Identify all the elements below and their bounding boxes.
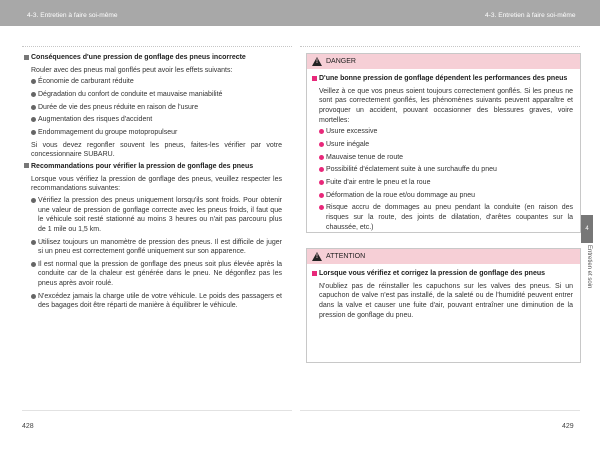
list-item: Mauvaise tenue de route xyxy=(312,153,573,163)
consequences-list xyxy=(24,77,282,137)
list-item: N'excédez jamais la charge utile de votre véhicule. Le poids des passagers et des bagages doit être réparti de manière à équilibrer le véhicule. xyxy=(24,292,282,311)
header-divider xyxy=(300,46,580,47)
footer-divider xyxy=(22,410,292,411)
right-page xyxy=(300,0,600,450)
list-item: Risque accru de dommages au pneu pendant la conduite (en raison des risques sur la route, des joints de dilatation, d'arêtes coupantes sur la chaussée, etc.) xyxy=(312,203,573,232)
bullet-icon xyxy=(31,79,36,84)
danger-list xyxy=(312,127,573,232)
left-content xyxy=(24,52,282,314)
bullet-icon xyxy=(319,155,324,160)
danger-box xyxy=(306,53,581,233)
list-item: Vérifiez la pression des pneus uniquement lorsqu'ils sont froids. Pour obtenir une valeur de pression de gonflage correcte avec les pneus froids, il faut que le véhicule soit resté stationné au moins 3 heures ou n'ait pas parcouru plus de 1 mile ou 1,5 km. xyxy=(24,196,282,235)
bullet-icon xyxy=(31,294,36,299)
section-title-pressure-consequences: Conséquences d'une pression de gonflage des pneus incorrecte xyxy=(24,53,282,63)
attention-text: N'oubliez pas de réinstaller les capuchons sur les valves des pneus. Si un capuchon de valve n'est pas installé, de la saleté ou de l'humidité peuvent entrer dans la valve et causer une fuite d'air, pouvant entraîner une diminution de la pression de gonflage du pneu. xyxy=(319,282,573,319)
bullet-icon xyxy=(319,129,324,134)
bullet-icon xyxy=(319,193,324,198)
list-item: Dégradation du confort de conduite et mauvaise maniabilité xyxy=(24,90,282,100)
list-item: Usure inégale xyxy=(312,140,573,150)
list-item: Fuite d'air entre le pneu et la roue xyxy=(312,178,573,188)
list-item: Endommagement du groupe motopropulseur xyxy=(24,128,282,138)
danger-header xyxy=(307,54,580,69)
bullet-icon xyxy=(31,198,36,203)
chapter-label: Entretien et soin xyxy=(586,245,592,289)
page-number-right: 429 xyxy=(562,423,574,430)
section-note: Si vous devez regonfler souvent les pneus, faites-les vérifier par votre concessionnaire SUBARU. xyxy=(31,141,282,159)
recommendations-list xyxy=(24,196,282,311)
bullet-icon xyxy=(319,180,324,185)
section-square-icon xyxy=(24,163,29,168)
section-square-icon xyxy=(24,55,29,60)
bullet-icon xyxy=(31,105,36,110)
bullet-icon xyxy=(31,117,36,122)
bullet-icon xyxy=(319,142,324,147)
list-item: Utilisez toujours un manomètre de pression des pneus. Il est difficile de juger si un pneu est correctement gonflé uniquement sur son apparence. xyxy=(24,238,282,257)
attention-box xyxy=(306,248,581,363)
header-title-left: 4-3. Entretien à faire soi-même xyxy=(27,12,118,19)
list-item: Augmentation des risques d'accident xyxy=(24,115,282,125)
danger-body xyxy=(307,69,580,232)
attention-header xyxy=(307,249,580,264)
list-item: Possibilité d'éclatement suite à une surchauffe du pneu xyxy=(312,165,573,175)
footer-divider xyxy=(300,410,580,411)
page-number-left: 428 xyxy=(22,423,34,430)
section-square-icon xyxy=(312,76,317,81)
attention-body xyxy=(307,264,580,320)
section-square-icon xyxy=(312,271,317,276)
list-item: Usure excessive xyxy=(312,127,573,137)
list-item: Déformation de la roue et/ou dommage au pneu xyxy=(312,191,573,201)
attention-title: Lorsque vous vérifiez et corrigez la pression de gonflage des pneus xyxy=(312,269,573,279)
list-item: Il est normal que la pression de gonflage des pneus soit plus élevée après la conduite car de la chaleur est générée dans le pneu. Ne dégonflez pas les pneus après avoir roulé. xyxy=(24,260,282,289)
danger-intro: Veillez à ce que vos pneus soient toujours correctement gonflés. Si les pneus ne sont pas correctement gonflés, les phénomènes suivants peuvent apparaître et provoquer un accident, pouvant occasionner des blessures graves, voire mortelles: xyxy=(319,87,573,124)
danger-label: DANGER xyxy=(326,57,356,65)
bullet-icon xyxy=(31,262,36,267)
bullet-icon xyxy=(319,167,324,172)
section-intro: Lorsque vous vérifiez la pression de gonflage des pneus, veuillez respecter les recommandations suivantes: xyxy=(31,175,282,193)
warning-triangle-icon: ! xyxy=(312,57,322,66)
header-divider xyxy=(22,46,292,47)
section-title-pressure-recommendations: Recommandations pour vérifier la pression de gonflage des pneus xyxy=(24,162,282,172)
bullet-icon xyxy=(31,92,36,97)
bullet-icon xyxy=(31,130,36,135)
list-item: Économie de carburant réduite xyxy=(24,77,282,87)
header-title-right: 4-3. Entretien à faire soi-même xyxy=(485,12,576,19)
attention-label: ATTENTION xyxy=(326,252,366,260)
bullet-icon xyxy=(31,240,36,245)
section-intro: Rouler avec des pneus mal gonflés peut avoir les effets suivants: xyxy=(31,66,233,74)
bullet-icon xyxy=(319,205,324,210)
list-item: Durée de vie des pneus réduite en raison de l'usure xyxy=(24,103,282,113)
warning-triangle-icon: ! xyxy=(312,252,322,261)
chapter-tab: 4 xyxy=(581,215,593,243)
danger-title: D'une bonne pression de gonflage dépendent les performances des pneus xyxy=(312,74,573,84)
